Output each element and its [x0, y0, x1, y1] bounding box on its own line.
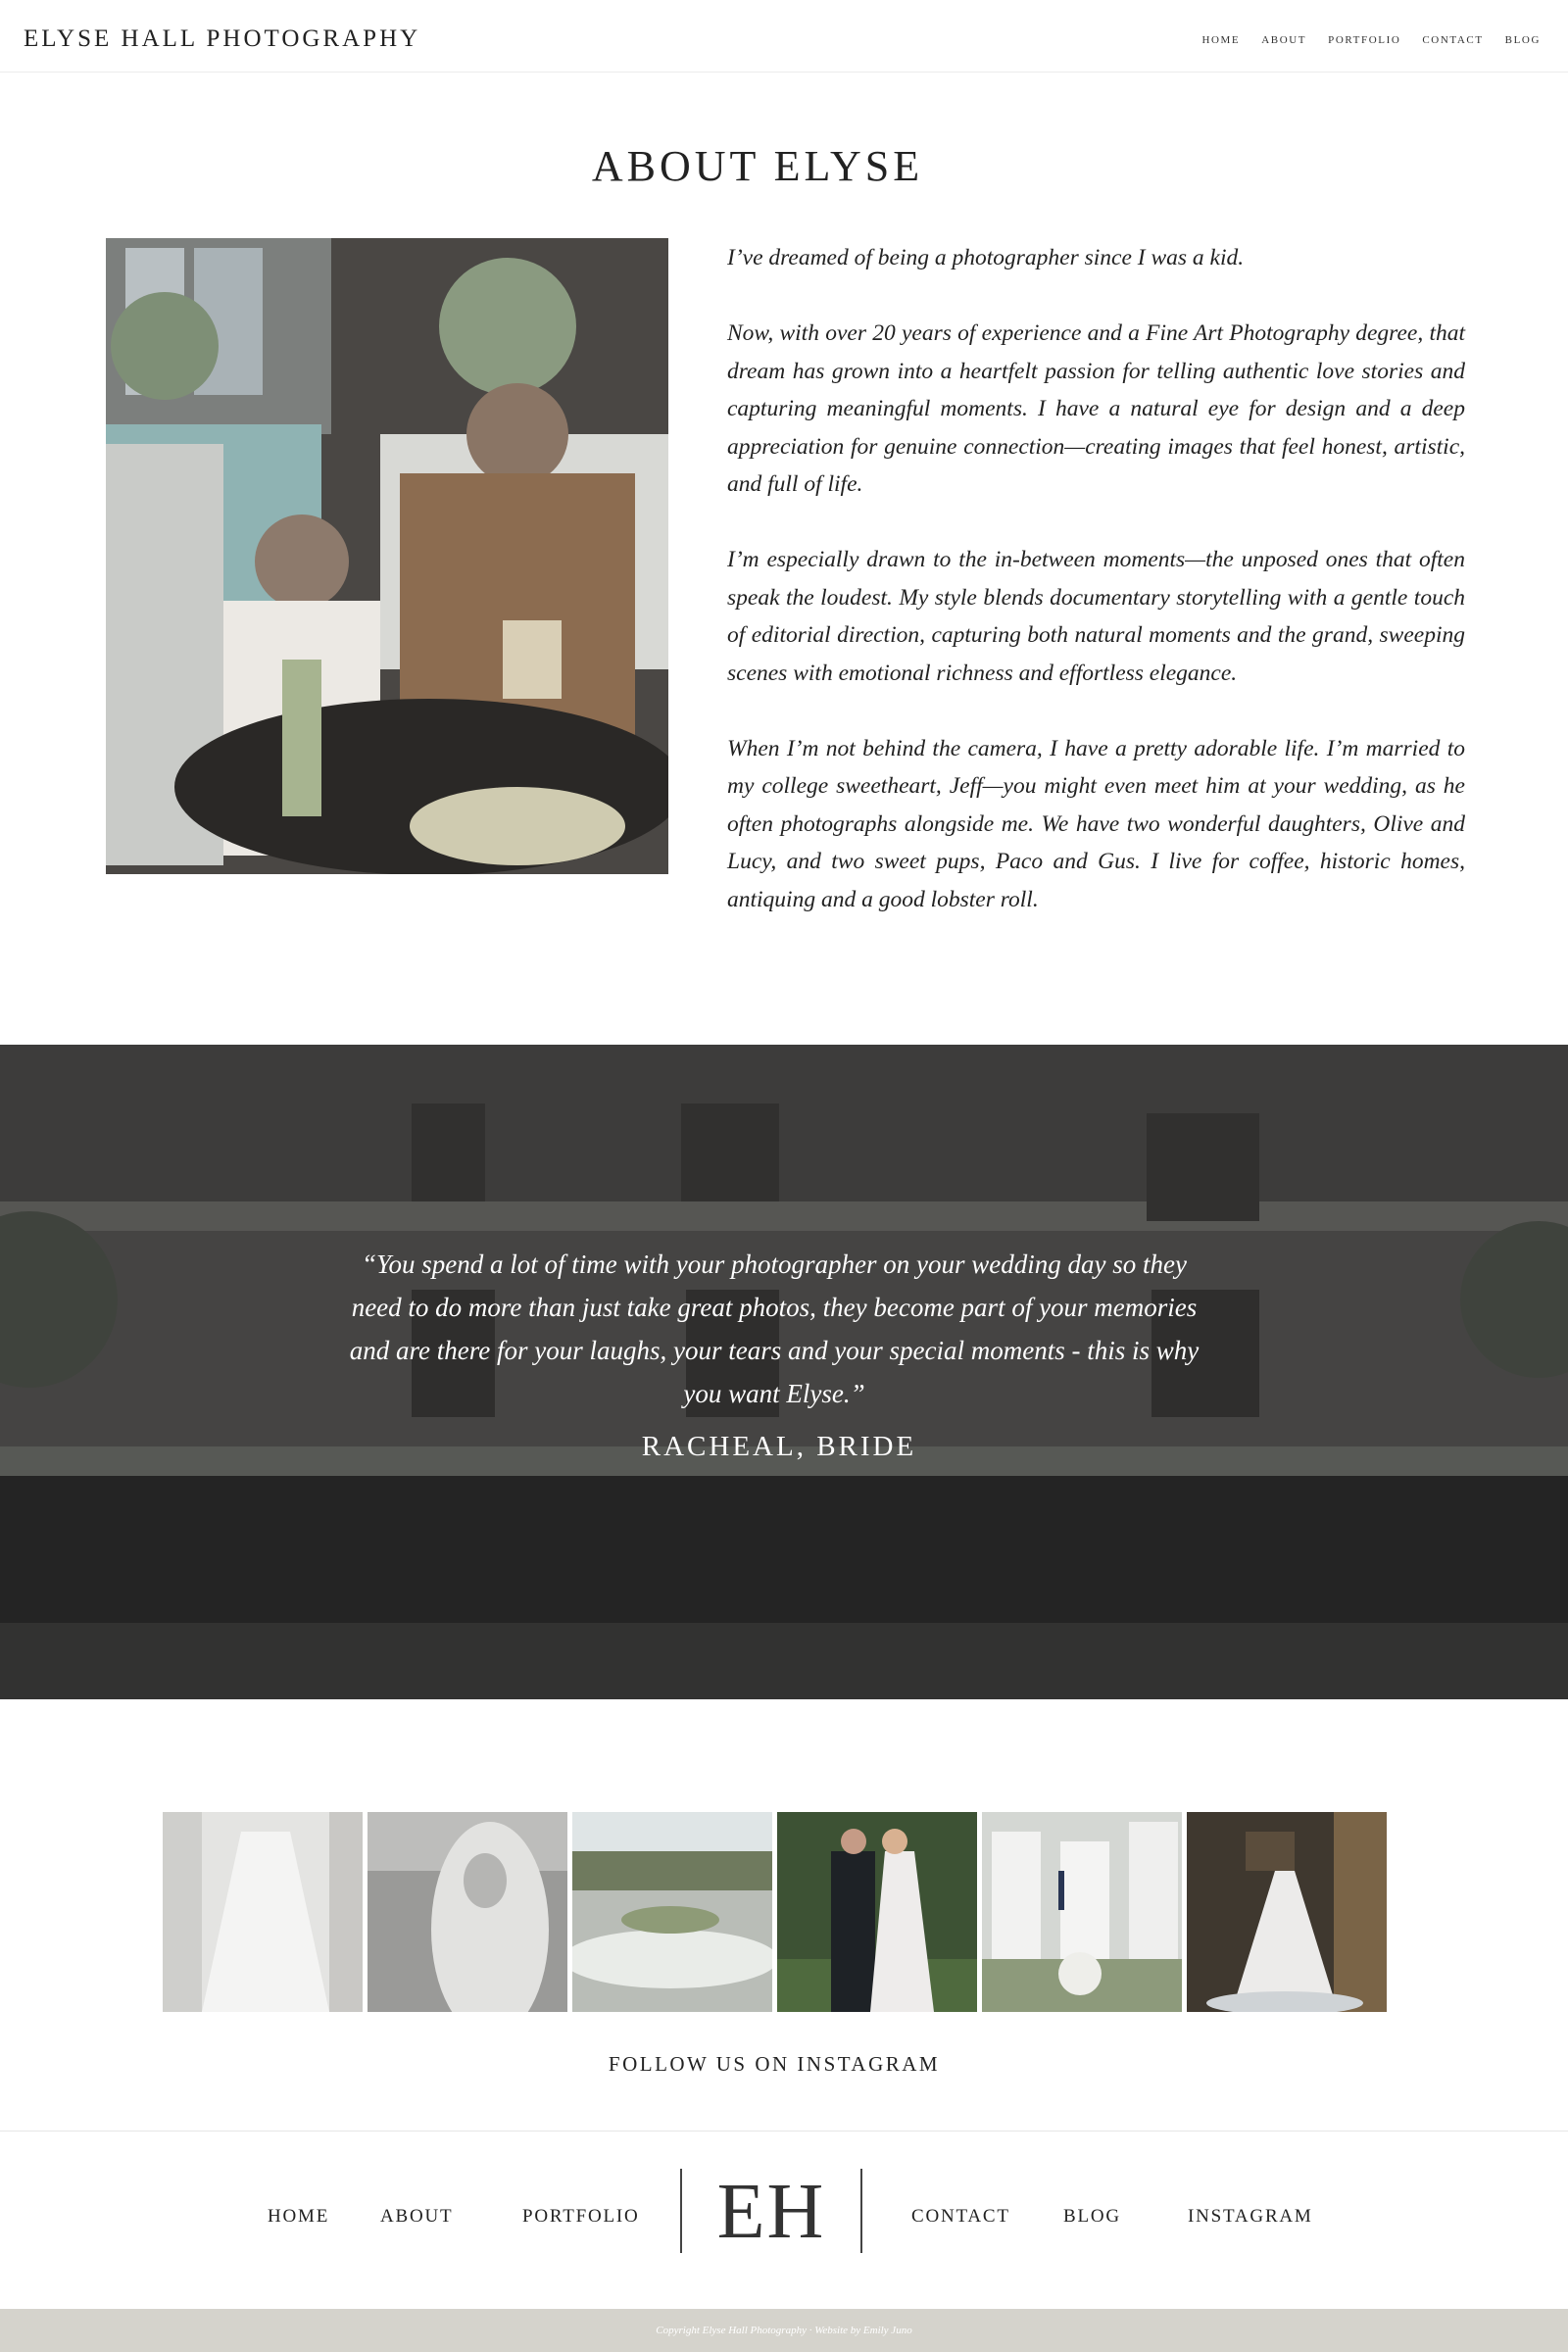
- brand-logo-link[interactable]: ELYSE HALL PHOTOGRAPHY: [24, 25, 421, 52]
- nav-home-link[interactable]: HOME: [1201, 34, 1241, 46]
- monogram-divider-right: [860, 2169, 862, 2253]
- testimonial-quote: “You spend a lot of time with your photographer on your wedding day so they need to do more than just take great photos, they become part of your memories and are there for your laughs, your tears and your special moments - this is why you want Elyse.”: [349, 1250, 1200, 1408]
- about-paragraph: Now, with over 20 years of experience and a Fine Art Photography degree, that dream has grown into a heartfelt passion for telling authentic love stories and capturing meaningful moments. I have a natural eye for design and a deep appreciation for genuine connection—creating images that feel honest, artistic, and full of life.: [727, 320, 1465, 497]
- testimonial-author: RACHEAL, BRIDE: [641, 1431, 917, 1462]
- nav-contact-link[interactable]: CONTACT: [1422, 34, 1484, 46]
- footer-blog-link[interactable]: BLOG: [1063, 2206, 1121, 2227]
- about-paragraph: I’ve dreamed of being a photographer since I was a kid.: [727, 245, 1245, 270]
- nav-blog-link[interactable]: BLOG: [1504, 34, 1541, 46]
- about-couple-photo: [106, 238, 668, 874]
- instagram-tile-reception[interactable]: [572, 1812, 772, 2012]
- site-header: [0, 0, 1568, 73]
- monogram-letters: EH: [716, 2169, 826, 2255]
- about-title: ABOUT ELYSE: [591, 142, 924, 190]
- footer-about-link[interactable]: ABOUT: [380, 2206, 454, 2227]
- copyright-bar: Copyright Elyse Hall Photography · Website by Emily Juno: [0, 2309, 1568, 2352]
- instagram-tile-chairs[interactable]: [982, 1812, 1182, 2012]
- about-paragraph: I’m especially drawn to the in-between moments—the unposed ones that often speak the loudest. My style blends documentary storytelling with a gentle touch of editorial direction, capturing both natural moments and the grand, sweeping scenes with emotional richness and effortless elegance.: [727, 547, 1465, 686]
- monogram-logo[interactable]: [680, 2169, 862, 2253]
- about-text: [727, 239, 1465, 956]
- footer-nav: [0, 2131, 1568, 2309]
- top-nav: [1201, 34, 1541, 46]
- instagram-tile-gown[interactable]: [1187, 1812, 1387, 2012]
- footer-instagram-link[interactable]: INSTAGRAM: [1188, 2206, 1313, 2227]
- instagram-tile-dress[interactable]: [163, 1812, 363, 2012]
- instagram-grid: [163, 1812, 1387, 2012]
- follow-instagram-link[interactable]: FOLLOW US ON INSTAGRAM: [608, 2052, 941, 2076]
- nav-portfolio-link[interactable]: PORTFOLIO: [1328, 34, 1401, 46]
- instagram-tile-veil[interactable]: [368, 1812, 567, 2012]
- about-paragraph: When I’m not behind the camera, I have a pretty adorable life. I’m married to my college sweetheart, Jeff—you might even meet him at your wedding, as he often photographs alongside me. We have two wonderful daughters, Olive and Lucy, and two sweet pups, Paco and Gus. I live for coffee, historic homes, antiquing and a good lobster roll.: [727, 735, 1465, 912]
- footer-home-link[interactable]: HOME: [268, 2206, 330, 2227]
- nav-about-link[interactable]: ABOUT: [1261, 34, 1307, 46]
- instagram-tile-couple[interactable]: [777, 1812, 977, 2012]
- footer-contact-link[interactable]: CONTACT: [911, 2206, 1010, 2227]
- footer-portfolio-link[interactable]: PORTFOLIO: [522, 2206, 640, 2227]
